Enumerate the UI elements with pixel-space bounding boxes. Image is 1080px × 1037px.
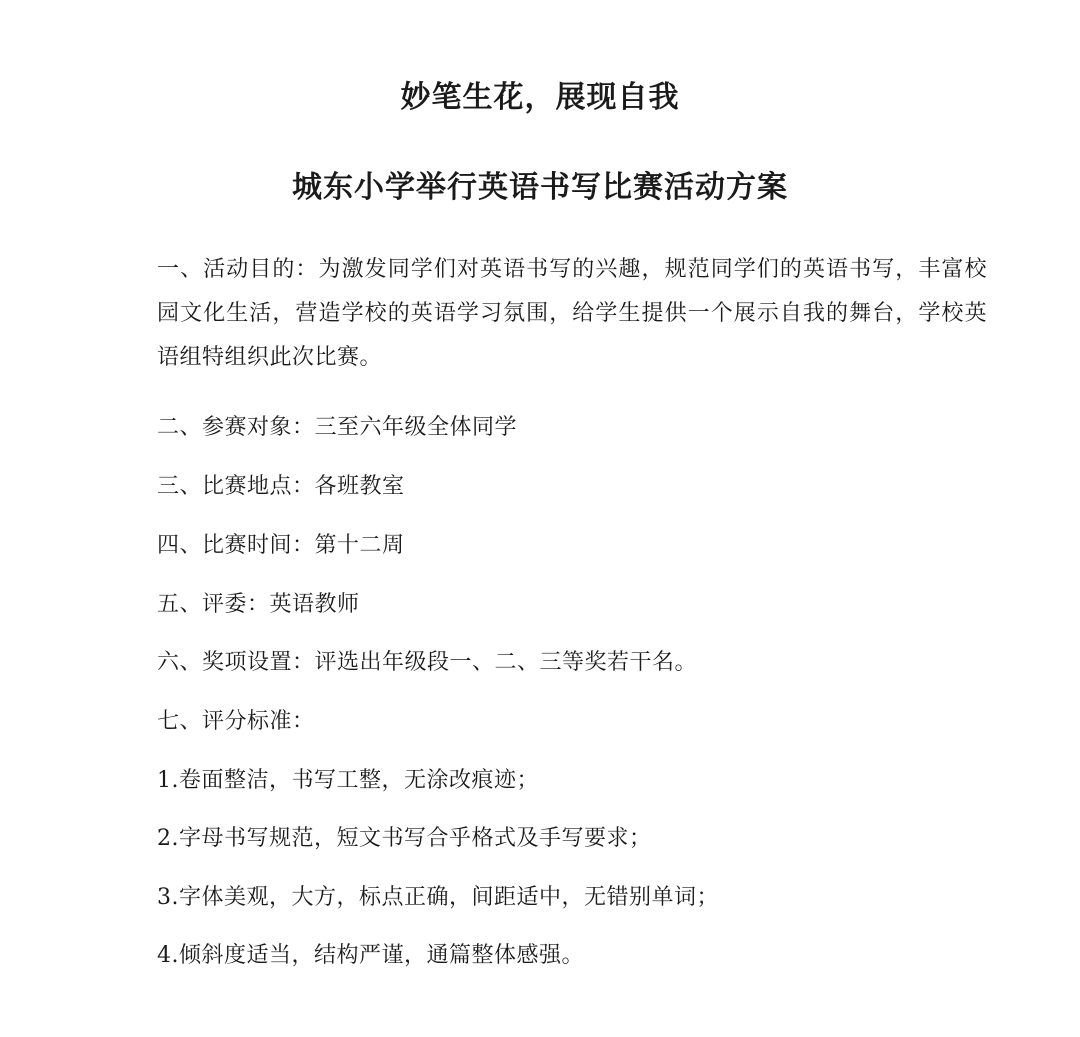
criteria-item: 1.卷面整洁，书写工整，无涂改痕迹；: [157, 768, 539, 793]
section-venue: 三、比赛地点：各班教室: [157, 474, 405, 499]
section-purpose: 一、活动目的：为激发同学们对英语书写的兴趣，规范同学们的英语书写，丰富校园文化生活，营造学校的英语学习氛围，给学生提供一个展示自我的舞台，学校英语组特组织此次比赛。: [157, 257, 987, 370]
section-judges: 五、评委：英语教师: [157, 592, 360, 617]
section-time: 四、比赛时间：第十二周: [157, 533, 405, 558]
section-awards: 六、奖项设置：评选出年级段一、二、三等奖若干名。: [157, 650, 698, 675]
section-participants: 二、参赛对象：三至六年级全体同学: [157, 415, 518, 440]
section-criteria-heading: 七、评分标准：: [157, 709, 315, 734]
document-subtitle: 城东小学举行英语书写比赛活动方案: [292, 170, 788, 205]
criteria-item: 4.倾斜度适当，结构严谨，通篇整体感强。: [157, 943, 584, 968]
criteria-item: 2.字母书写规范，短文书写合乎格式及手写要求；: [157, 826, 652, 851]
document-title: 妙笔生花，展现自我: [400, 80, 680, 115]
criteria-item: 3.字体美观，大方，标点正确，间距适中，无错别单词；: [157, 885, 719, 910]
